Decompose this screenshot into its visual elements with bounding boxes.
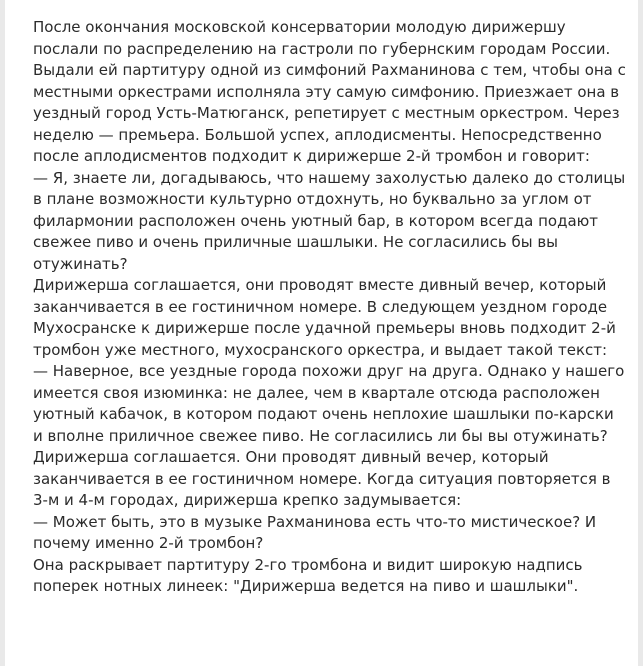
story-line: местными оркестрами исполняла эту самую симфонию. Приезжает она в [33,82,620,101]
story-line: уютный кабачок, в котором подают очень неплохие шашлыки по-карски [33,405,614,423]
story-line: неделю — премьера. Большой успех, аплодисменты. Непосредственно [33,125,602,144]
story-line: отужинать? [33,254,128,273]
story-line: — Может быть, это в музыке Рахманинова есть что-то мистическое? И [33,512,597,531]
story-line: заканчивается в ее гостиничном номере. В следующем уездном городе [33,297,608,316]
post-card [5,0,638,666]
story-line: После окончания московской консерватории молодую дирижершу [33,18,566,36]
story-line: Дирижерша соглашается, они проводят вместе дивный вечер, который [33,276,607,294]
story-line: 3-м и 4-м городах, дирижерша крепко задумывается: [33,491,462,509]
story-line: заканчивается в ее гостиничном номере. Когда ситуация повторяется в [33,469,611,488]
story-line: Дирижерша соглашается. Они проводят дивный вечер, который [33,448,549,466]
story-line: Мухосранске к дирижерше после удачной премьеры вновь подходит 2-й [33,319,616,337]
story-line: уездный город Усть-Матюганск, репетирует с местным оркестром. Через [33,104,620,122]
story-line: — Наверное, все уездные города похожи друг на друга. Однако у нашего [33,362,625,380]
story-line: — Я, знаете ли, догадываюсь, что нашему захолустью далеко до столицы [33,168,626,187]
story-line: после аплодисментов подходит к дирижерше 2-й тромбон и говорит: [33,147,590,165]
story-line: почему именно 2-й тромбон? [33,534,264,552]
story-line: Выдали ей партитуру одной из симфоний Рахманинова с тем, чтобы она с [33,61,626,79]
story-text [33,17,633,598]
story-line: филармонии расположен очень уютный бар, в котором всегда подают [33,211,599,230]
story-line: свежее пиво и очень приличные шашлыки. Не согласились бы вы [33,233,559,251]
story-line: Она раскрывает партитуру 2-го тромбона и видит широкую надпись [33,555,583,574]
story-line: поперек нотных линеек: "Дирижерша ведется на пиво и шашлыки". [33,577,579,595]
story-line: в плане возможности культурно отдохнуть, но буквально за углом от [33,190,592,208]
story-line: послали по распределению на гастроли по губернским городам России. [33,39,611,58]
story-line: тромбон уже местного, мухосранского оркестра, и выдает такой текст: [33,340,608,359]
story-line: и вполне приличное свежее пиво. Не согласились ли бы вы отужинать? [33,426,608,445]
story-line: имеется своя изюминка: не далее, чем в квартале отсюда расположен [33,383,600,402]
